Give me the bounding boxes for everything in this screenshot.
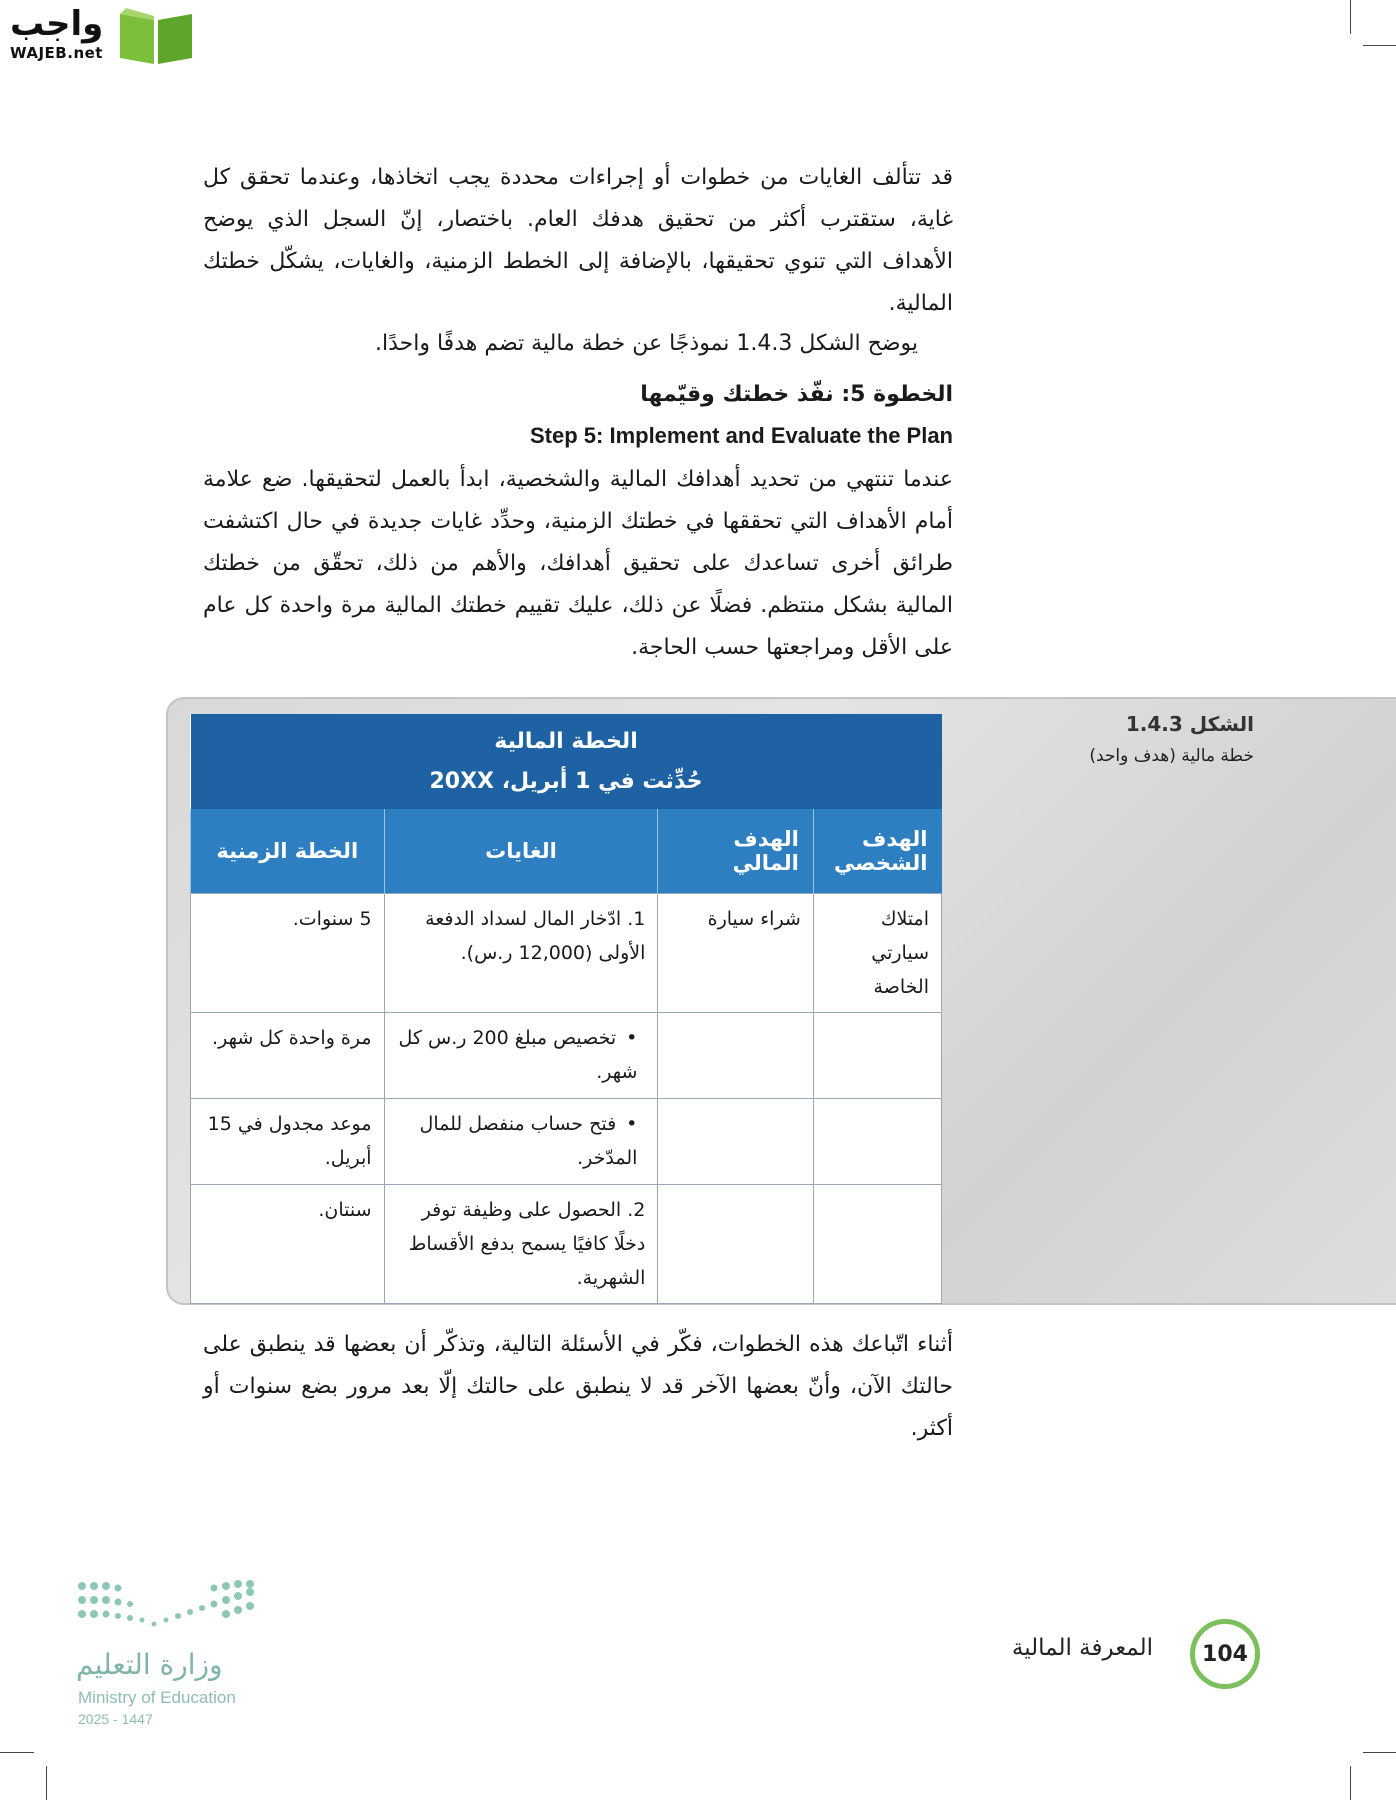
- header-goals: الغايات: [384, 809, 658, 894]
- table-updated-date: حُدِّثت في 1 أبريل، 20XX: [429, 768, 703, 794]
- cell-financial-goal: شراء سيارة: [658, 894, 813, 1013]
- financial-plan-table: [190, 714, 942, 1304]
- cell-goal: 1. ادّخار المال لسداد الدفعة الأولى (12,000 ر.س).: [384, 894, 658, 1013]
- crop-mark: [46, 1766, 47, 1800]
- book-title: المعرفة المالية: [1011, 1635, 1153, 1661]
- cell-personal-goal: [813, 1185, 941, 1304]
- step-heading-english: Step 5: Implement and Evaluate the Plan: [530, 423, 953, 448]
- table-row: [191, 1099, 942, 1185]
- cell-goal-bullet: [384, 1013, 658, 1099]
- table-title: الخطة المالية: [494, 728, 638, 754]
- header-financial-goal: الهدف المالي: [658, 809, 813, 894]
- ministry-logo-icon: [76, 1580, 256, 1640]
- crop-mark: [0, 1752, 34, 1753]
- ministry-name-arabic: وزارة التعليم: [76, 1648, 223, 1681]
- ministry-name-english: Ministry of Education: [78, 1688, 236, 1707]
- goal-text: تخصيص مبلغ 200 ر.س كل شهر.: [398, 1027, 638, 1083]
- crop-mark: [1363, 1752, 1396, 1753]
- ministry-year: 2025 - 1447: [78, 1711, 153, 1727]
- crop-mark: [1363, 45, 1396, 46]
- crop-mark: [1350, 0, 1351, 34]
- crop-mark: [1350, 1766, 1351, 1800]
- table-row: [191, 1185, 942, 1304]
- cell-financial-goal: [658, 1185, 813, 1304]
- table-row: [191, 1013, 942, 1099]
- header-personal-goal: الهدف الشخصي: [813, 809, 941, 894]
- bullet-icon: [616, 1027, 637, 1049]
- cell-personal-goal: [813, 1013, 941, 1099]
- figure-reference: يوضح الشكل 1.4.3 نموذجًا عن خطة مالية تضم هدفًا واحدًا.: [375, 331, 918, 356]
- cell-goal-bullet: [384, 1099, 658, 1185]
- goal-text: فتح حساب منفصل للمال المدّخر.: [419, 1113, 638, 1169]
- cell-goal: 2. الحصول على وظيفة توفر دخلًا كافيًا يسمح بدفع الأقساط الشهرية.: [384, 1185, 658, 1304]
- page-number: [1190, 1619, 1260, 1689]
- cell-timeline: 5 سنوات.: [191, 894, 385, 1013]
- figure-number: الشكل 1.4.3: [1125, 712, 1254, 736]
- cell-financial-goal: [658, 1099, 813, 1185]
- bullet-icon: [616, 1113, 637, 1135]
- figure-caption: خطة مالية (هدف واحد): [1089, 746, 1254, 766]
- cell-financial-goal: [658, 1013, 813, 1099]
- intro-paragraph: قد تتألف الغايات من خطوات أو إجراءات محددة يجب اتخاذها، وعندما تحقق كل غاية، ستقترب أكثر من تحقيق هدفك العام. باختصار، إنّ السجل الذي يوضح الأهداف التي تنوي تحقيقها، بالإضافة إلى الخطط الزمنية، والغايات، يشكّل خطتك المالية.: [203, 165, 953, 316]
- table-title-cell: [191, 714, 942, 809]
- logo-name: واجب: [10, 4, 104, 44]
- wajeb-logo[interactable]: [10, 4, 190, 68]
- step-heading-arabic: الخطوة 5: نفّذ خطتك وقيّمها: [640, 382, 953, 407]
- book-icon: [116, 4, 196, 66]
- table-row: [191, 894, 942, 1013]
- cell-personal-goal: امتلاك سيارتي الخاصة: [813, 894, 941, 1013]
- closing-paragraph: أثناء اتّباعك هذه الخطوات، فكّر في الأسئلة التالية، وتذكّر أن بعضها قد ينطبق على حالتك الآن، وأنّ بعضها الآخر قد لا ينطبق على حالتك إلّا بعد مرور بضع سنوات أو أكثر.: [203, 1332, 953, 1441]
- header-timeline: الخطة الزمنية: [191, 809, 385, 894]
- cell-timeline: مرة واحدة كل شهر.: [191, 1013, 385, 1099]
- cell-timeline: سنتان.: [191, 1185, 385, 1304]
- cell-timeline: موعد مجدول في 15 أبريل.: [191, 1099, 385, 1185]
- cell-personal-goal: [813, 1099, 941, 1185]
- step-paragraph: عندما تنتهي من تحديد أهدافك المالية والشخصية، ابدأ بالعمل لتحقيقها. ضع علامة أمام الأهداف التي تحققها في خطتك الزمنية، وحدِّد غايات جديدة في حال اكتشفت طرائق أخرى تساعدك على تحقيق أهدافك، والأهم من ذلك، تحقّق من خطتك المالية بشكل منتظم. فضلًا عن ذلك، عليك تقييم خطتك المالية مرة واحدة كل عام على الأقل ومراجعتها حسب الحاجة.: [203, 467, 953, 660]
- page-number-text: 104: [1202, 1641, 1248, 1667]
- logo-domain: WAJEB.net: [10, 44, 103, 62]
